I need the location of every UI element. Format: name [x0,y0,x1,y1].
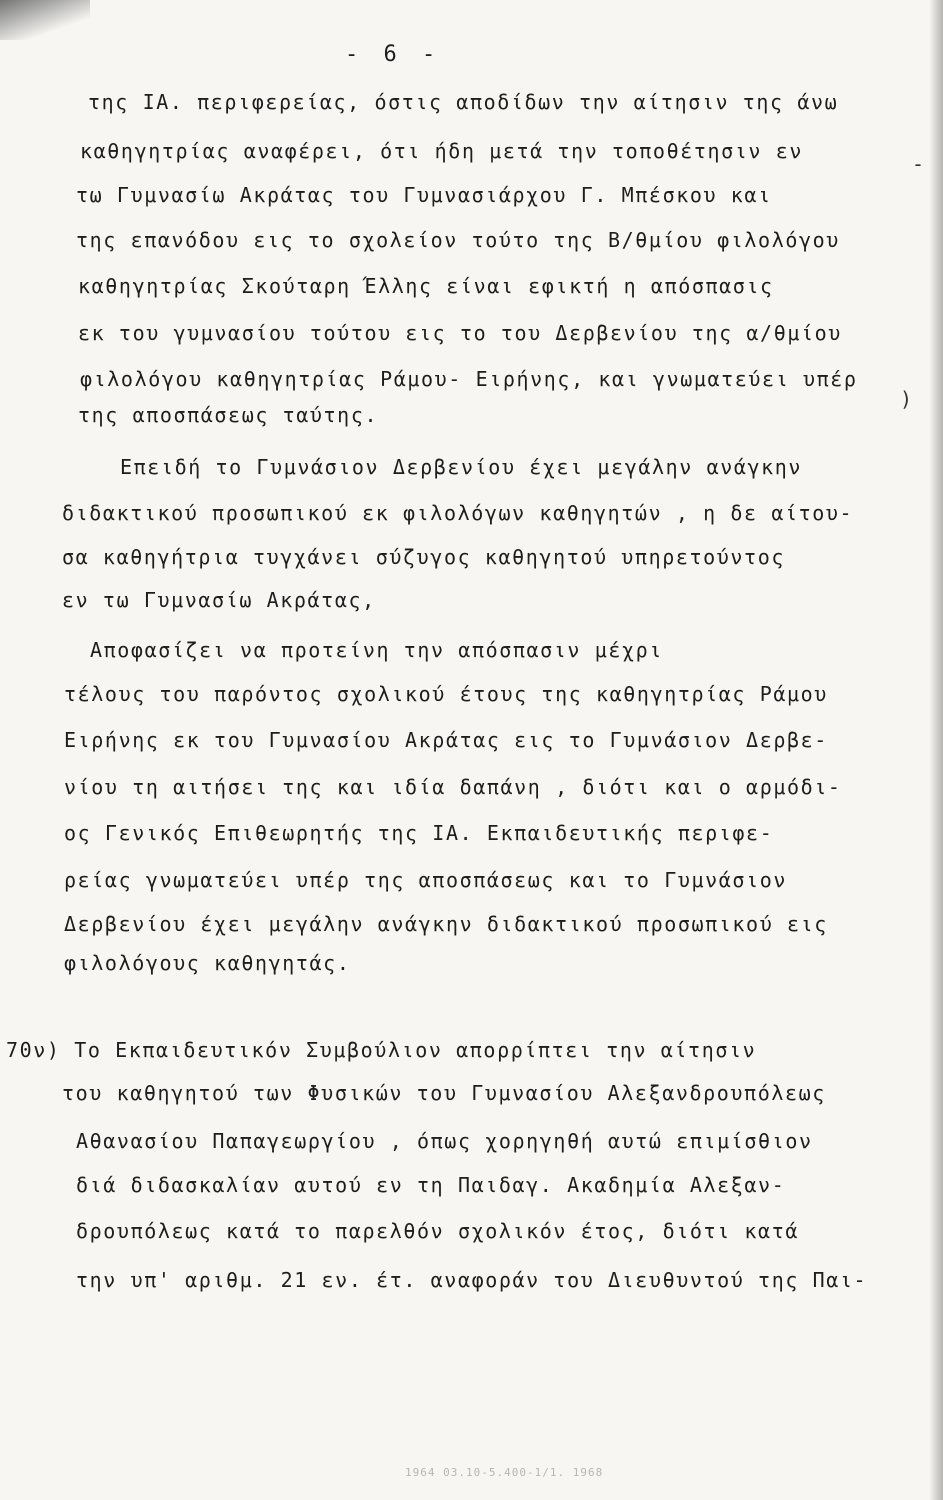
text-line: Επειδή το Γυμνάσιον Δερβενίου έχει μεγάλην ανάγκην [120,455,803,479]
text-line: την υπ' αριθμ. 21 εν. έτ. αναφοράν του Διευθυντού της Παι- [76,1268,868,1292]
text-line: εν τω Γυμνασίω Ακράτας, [62,588,376,612]
text-line: της ΙΑ. περιφερείας, όστις αποδίδων την αίτησιν της άνω [88,90,839,114]
text-line: δρουπόλεως κατά το παρελθόν σχολικόν έτος, διότι κατά [76,1219,799,1243]
text-line: καθηγητρίας Σκούταρη Έλλης είναι εφικτή η απόσπασις [78,274,774,298]
text-line: ρείας γνωματεύει υπέρ της αποσπάσεως και το Γυμνάσιον [64,868,787,892]
text-line: της επανόδου εις το σχολείον τούτο της Β/θμίου φιλολόγου [76,228,840,252]
page-number: - 6 - [345,42,442,67]
scan-corner-shadow [0,0,90,40]
text-line: τέλους του παρόντος σχολικού έτους της καθηγητρίας Ράμου [64,682,828,706]
text-line: της αποσπάσεως ταύτης. [78,403,379,427]
text-line: φιλολόγου καθηγητρίας Ράμου- Ειρήνης, και γνωματεύει υπέρ [80,367,858,391]
text-line: φιλολόγους καθηγητάς. [64,951,351,975]
text-line: του καθηγητού των Φυσικών του Γυμνασίου Αλεξανδρουπόλεως [62,1081,826,1105]
footer-ghost-text: 1964 03.10-5.400-1/1. 1968 [405,1466,604,1479]
text-line: εκ του γυμνασίου τούτου εις το του Δερβενίου της α/θμίου [78,321,842,345]
scan-edge-shadow [929,0,943,1500]
text-line: ος Γενικός Επιθεωρητής της ΙΑ. Εκπαιδευτικής περιφε- [64,821,774,845]
text-line: Αθανασίου Παπαγεωργίου , όπως χορηγηθή αυτώ επιμίσθιον [76,1129,813,1153]
text-line: διά διδασκαλίαν αυτού εν τη Παιδαγ. Ακαδημία Αλεξαν- [76,1173,786,1197]
text-line: Αποφασίζει να προτείνη την απόσπασιν μέχρι [90,638,663,662]
text-line: νίου τη αιτήσει της και ιδία δαπάνη , διότι και ο αρμόδι- [64,775,842,799]
text-line: διδακτικού προσωπικού εκ φιλολόγων καθηγητών , η δε αίτου- [62,501,854,525]
text-line: τω Γυμνασίω Ακράτας του Γυμνασιάρχου Γ. Μπέσκου και [76,183,772,207]
text-line: σα καθηγήτρια τυγχάνει σύζυγος καθηγητού υπηρετούντος [62,545,785,569]
text-line: Δερβενίου έχει μεγάλην ανάγκην διδακτικού προσωπικού εις [64,912,828,936]
margin-mark: - [912,152,925,176]
text-line: καθηγητρίας αναφέρει, ότι ήδη μετά την τοποθέτησιν εν [80,139,803,163]
text-line: Ειρήνης εκ του Γυμνασίου Ακράτας εις το Γυμνάσιον Δερβε- [64,728,828,752]
text-line: 70ν) Το Εκπαιδευτικόν Συμβούλιον απορρίπτει την αίτησιν [6,1038,757,1062]
margin-mark: ) [900,387,913,411]
